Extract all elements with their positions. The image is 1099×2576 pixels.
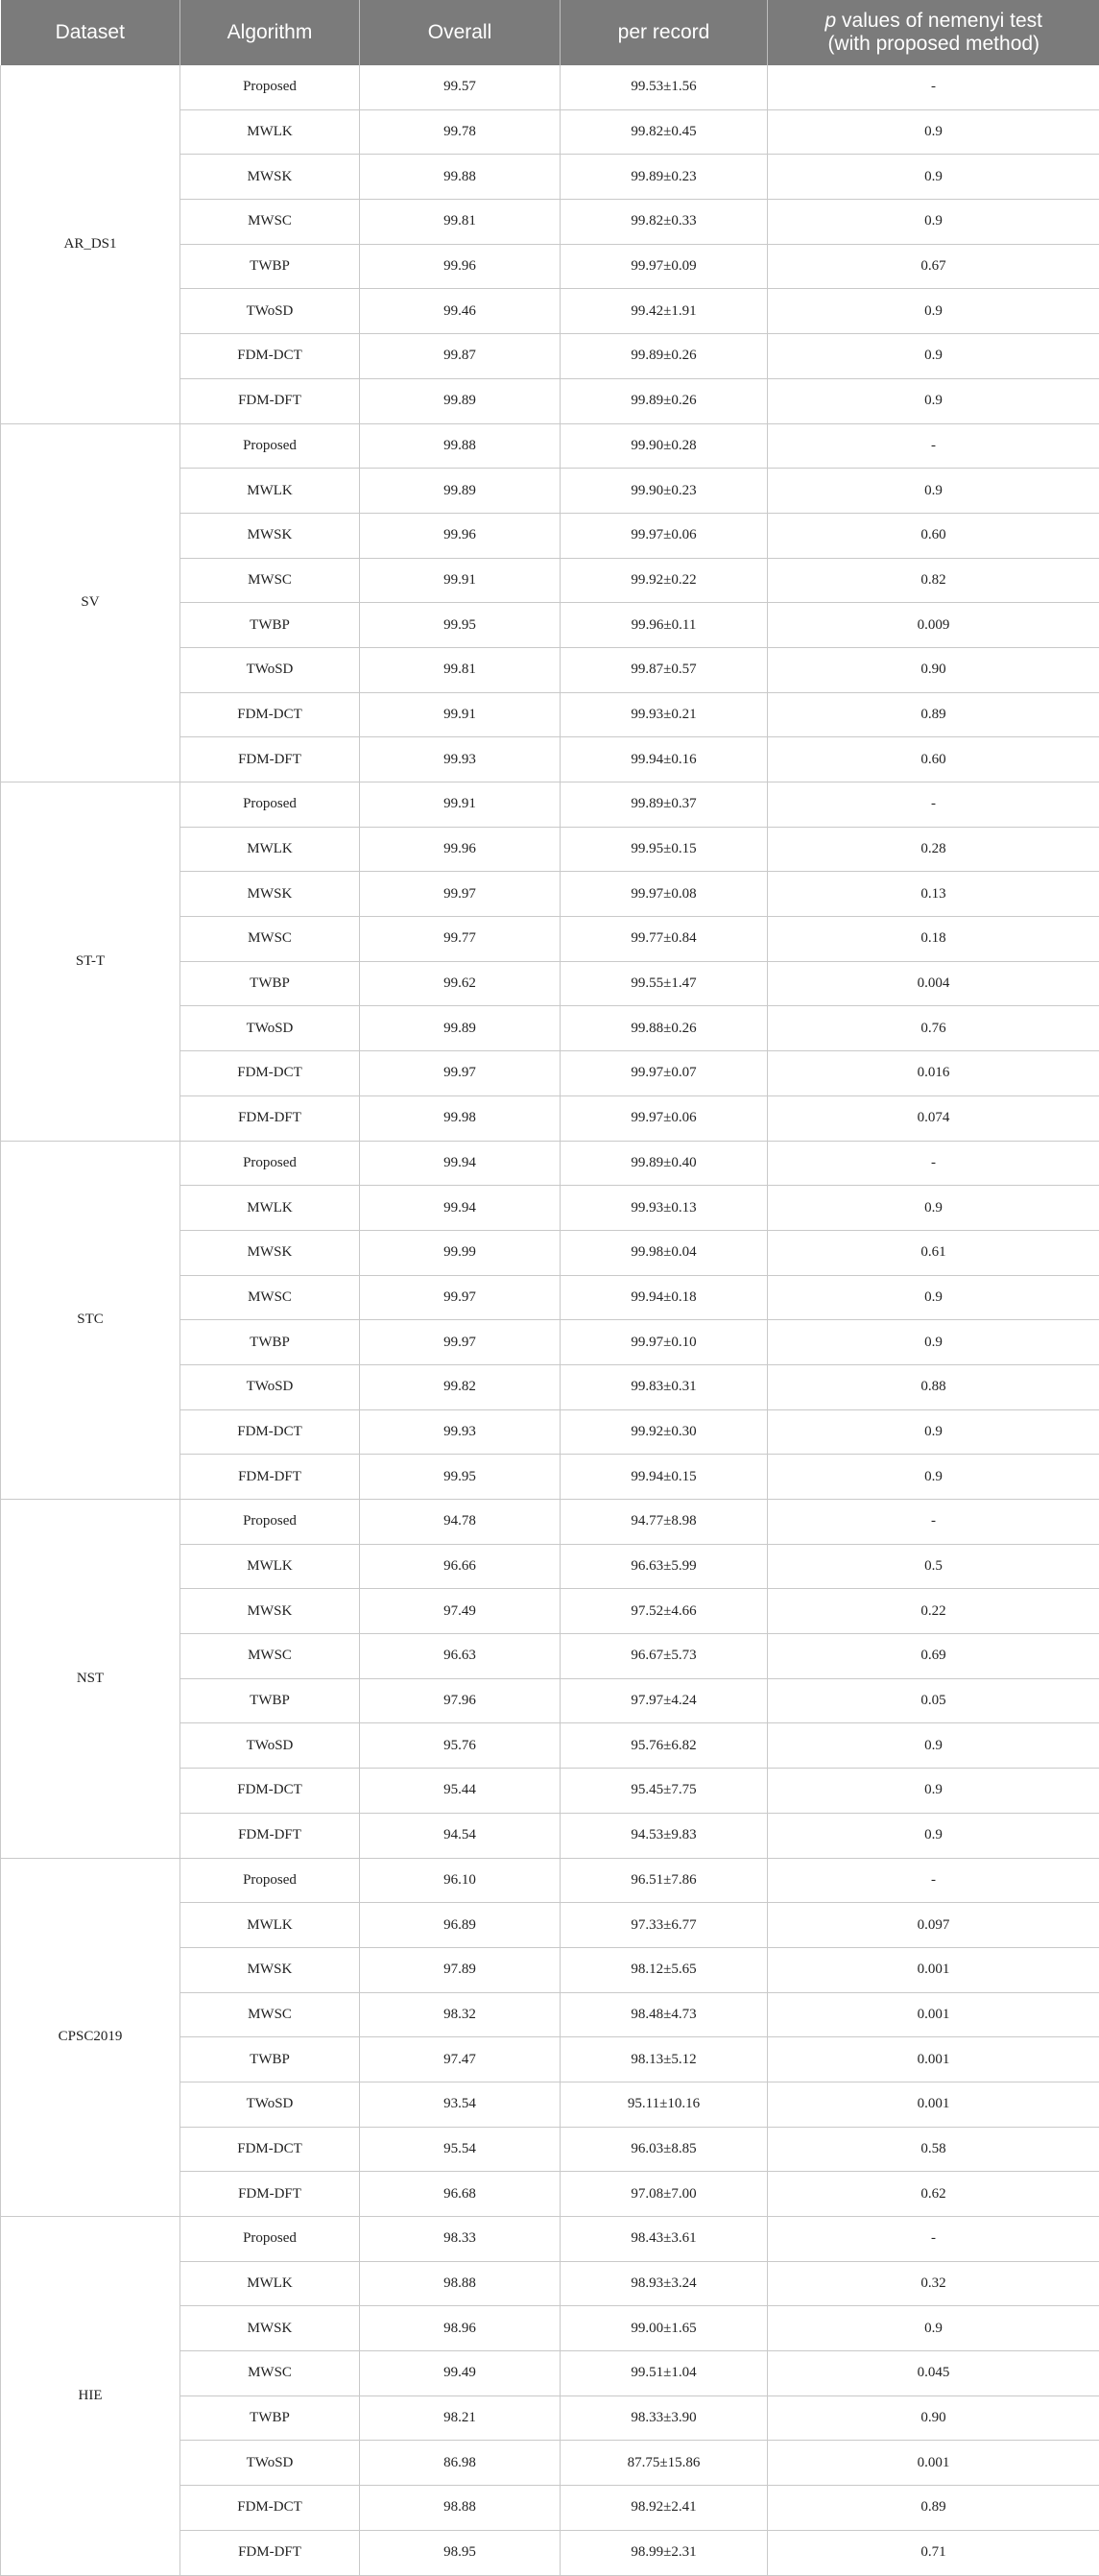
cell-per-record: 98.43±3.61 xyxy=(561,2217,768,2262)
table-body xyxy=(1,65,1099,2575)
cell-overall: 99.77 xyxy=(360,917,561,962)
cell-p-value: 0.5 xyxy=(768,1544,1099,1589)
cell-overall: 99.89 xyxy=(360,378,561,423)
cell-per-record: 99.00±1.65 xyxy=(561,2306,768,2351)
cell-overall: 97.47 xyxy=(360,2037,561,2082)
cell-per-record: 99.82±0.33 xyxy=(561,200,768,245)
cell-per-record: 99.88±0.26 xyxy=(561,1006,768,1051)
cell-overall: 97.89 xyxy=(360,1947,561,1992)
cell-algorithm: FDM-DFT xyxy=(180,378,360,423)
cell-p-value: 0.67 xyxy=(768,244,1099,289)
cell-algorithm: FDM-DFT xyxy=(180,737,360,782)
cell-p-value: 0.9 xyxy=(768,155,1099,200)
header-per-record: per record xyxy=(561,0,768,65)
cell-overall: 99.89 xyxy=(360,1006,561,1051)
cell-p-value: 0.009 xyxy=(768,603,1099,648)
cell-overall: 96.66 xyxy=(360,1544,561,1589)
cell-algorithm: FDM-DCT xyxy=(180,692,360,737)
cell-algorithm: MWSC xyxy=(180,917,360,962)
header-p-subtext: (with proposed method) xyxy=(827,33,1039,55)
header-dataset: Dataset xyxy=(1,0,180,65)
cell-algorithm: FDM-DCT xyxy=(180,2486,360,2531)
cell-overall: 99.57 xyxy=(360,65,561,109)
table-row xyxy=(1,423,1099,469)
cell-algorithm: FDM-DFT xyxy=(180,2172,360,2217)
cell-overall: 99.94 xyxy=(360,1141,561,1186)
cell-per-record: 99.83±0.31 xyxy=(561,1364,768,1409)
cell-per-record: 99.97±0.06 xyxy=(561,1095,768,1141)
cell-per-record: 98.48±4.73 xyxy=(561,1992,768,2037)
cell-algorithm: FDM-DCT xyxy=(180,334,360,379)
cell-per-record: 99.77±0.84 xyxy=(561,917,768,962)
cell-p-value: 0.05 xyxy=(768,1678,1099,1723)
table-header xyxy=(1,0,1099,65)
cell-overall: 99.97 xyxy=(360,872,561,917)
cell-overall: 96.10 xyxy=(360,1858,561,1903)
cell-p-value: 0.9 xyxy=(768,334,1099,379)
cell-algorithm: Proposed xyxy=(180,65,360,109)
cell-p-value: 0.89 xyxy=(768,2486,1099,2531)
cell-algorithm: FDM-DFT xyxy=(180,1455,360,1500)
header-overall: Overall xyxy=(360,0,561,65)
cell-overall: 95.76 xyxy=(360,1723,561,1769)
cell-per-record: 99.42±1.91 xyxy=(561,289,768,334)
header-row xyxy=(1,0,1099,65)
cell-overall: 98.32 xyxy=(360,1992,561,2037)
cell-algorithm: MWLK xyxy=(180,109,360,155)
cell-algorithm: TWBP xyxy=(180,2395,360,2441)
header-algorithm: Algorithm xyxy=(180,0,360,65)
cell-overall: 99.91 xyxy=(360,782,561,828)
cell-p-value: 0.90 xyxy=(768,647,1099,692)
cell-algorithm: MWLK xyxy=(180,1903,360,1948)
cell-per-record: 99.90±0.23 xyxy=(561,469,768,514)
cell-overall: 99.97 xyxy=(360,1275,561,1320)
cell-per-record: 94.77±8.98 xyxy=(561,1500,768,1545)
cell-algorithm: TWBP xyxy=(180,961,360,1006)
cell-overall: 99.95 xyxy=(360,1455,561,1500)
table-row xyxy=(1,1858,1099,1903)
cell-p-value: 0.004 xyxy=(768,961,1099,1006)
cell-per-record: 98.12±5.65 xyxy=(561,1947,768,1992)
cell-algorithm: FDM-DFT xyxy=(180,1813,360,1858)
cell-algorithm: TWoSD xyxy=(180,289,360,334)
cell-p-value: 0.89 xyxy=(768,692,1099,737)
cell-overall: 99.49 xyxy=(360,2351,561,2396)
cell-algorithm: MWSC xyxy=(180,1634,360,1679)
header-p-values xyxy=(768,0,1099,65)
cell-p-value: 0.13 xyxy=(768,872,1099,917)
cell-algorithm: MWSC xyxy=(180,558,360,603)
cell-algorithm: TWoSD xyxy=(180,1006,360,1051)
cell-per-record: 96.67±5.73 xyxy=(561,1634,768,1679)
cell-overall: 95.54 xyxy=(360,2127,561,2172)
cell-dataset: HIE xyxy=(1,2217,180,2576)
table-row xyxy=(1,65,1099,109)
cell-algorithm: MWSK xyxy=(180,1947,360,1992)
cell-p-value: 0.9 xyxy=(768,469,1099,514)
cell-p-value: - xyxy=(768,65,1099,109)
cell-overall: 99.93 xyxy=(360,737,561,782)
cell-per-record: 99.93±0.21 xyxy=(561,692,768,737)
cell-overall: 98.88 xyxy=(360,2261,561,2306)
cell-per-record: 97.97±4.24 xyxy=(561,1678,768,1723)
cell-p-value: 0.016 xyxy=(768,1051,1099,1096)
cell-overall: 99.96 xyxy=(360,513,561,558)
cell-per-record: 99.82±0.45 xyxy=(561,109,768,155)
cell-p-value: 0.001 xyxy=(768,1992,1099,2037)
cell-overall: 96.63 xyxy=(360,1634,561,1679)
cell-p-value: - xyxy=(768,1500,1099,1545)
cell-p-value: 0.9 xyxy=(768,378,1099,423)
cell-dataset: AR_DS1 xyxy=(1,65,180,423)
cell-p-value: 0.001 xyxy=(768,2441,1099,2486)
cell-per-record: 97.52±4.66 xyxy=(561,1589,768,1634)
cell-overall: 99.81 xyxy=(360,647,561,692)
cell-overall: 99.96 xyxy=(360,244,561,289)
cell-per-record: 99.97±0.10 xyxy=(561,1320,768,1365)
cell-per-record: 99.89±0.23 xyxy=(561,155,768,200)
cell-per-record: 95.11±10.16 xyxy=(561,2082,768,2127)
cell-per-record: 95.45±7.75 xyxy=(561,1769,768,1814)
cell-p-value: 0.001 xyxy=(768,1947,1099,1992)
cell-per-record: 99.97±0.09 xyxy=(561,244,768,289)
cell-dataset: SV xyxy=(1,423,180,782)
cell-p-value: 0.61 xyxy=(768,1230,1099,1275)
cell-overall: 99.97 xyxy=(360,1320,561,1365)
cell-overall: 95.44 xyxy=(360,1769,561,1814)
cell-algorithm: TWoSD xyxy=(180,2441,360,2486)
cell-p-value: 0.9 xyxy=(768,1275,1099,1320)
header-p-symbol: p xyxy=(825,10,837,32)
cell-per-record: 99.51±1.04 xyxy=(561,2351,768,2396)
cell-algorithm: MWLK xyxy=(180,469,360,514)
cell-p-value: 0.58 xyxy=(768,2127,1099,2172)
cell-per-record: 99.94±0.15 xyxy=(561,1455,768,1500)
cell-p-value: 0.76 xyxy=(768,1006,1099,1051)
cell-overall: 98.88 xyxy=(360,2486,561,2531)
cell-p-value: 0.32 xyxy=(768,2261,1099,2306)
cell-p-value: 0.90 xyxy=(768,2395,1099,2441)
cell-algorithm: MWSK xyxy=(180,2306,360,2351)
cell-algorithm: MWSK xyxy=(180,155,360,200)
cell-overall: 97.96 xyxy=(360,1678,561,1723)
cell-overall: 99.98 xyxy=(360,1095,561,1141)
cell-per-record: 99.96±0.11 xyxy=(561,603,768,648)
cell-overall: 94.78 xyxy=(360,1500,561,1545)
cell-p-value: 0.60 xyxy=(768,513,1099,558)
cell-per-record: 96.03±8.85 xyxy=(561,2127,768,2172)
cell-dataset: NST xyxy=(1,1500,180,1859)
cell-algorithm: MWLK xyxy=(180,1544,360,1589)
cell-overall: 99.81 xyxy=(360,200,561,245)
cell-per-record: 97.08±7.00 xyxy=(561,2172,768,2217)
cell-overall: 98.21 xyxy=(360,2395,561,2441)
cell-overall: 99.91 xyxy=(360,692,561,737)
cell-overall: 94.54 xyxy=(360,1813,561,1858)
cell-p-value: 0.001 xyxy=(768,2037,1099,2082)
cell-overall: 97.49 xyxy=(360,1589,561,1634)
cell-p-value: 0.22 xyxy=(768,1589,1099,1634)
cell-per-record: 95.76±6.82 xyxy=(561,1723,768,1769)
cell-algorithm: MWSK xyxy=(180,872,360,917)
cell-dataset: CPSC2019 xyxy=(1,1858,180,2217)
cell-algorithm: FDM-DCT xyxy=(180,1409,360,1455)
cell-per-record: 99.89±0.26 xyxy=(561,378,768,423)
cell-algorithm: FDM-DFT xyxy=(180,1095,360,1141)
header-p-text: values of nemenyi test xyxy=(836,10,1042,32)
cell-p-value: 0.82 xyxy=(768,558,1099,603)
cell-p-value: 0.62 xyxy=(768,2172,1099,2217)
cell-per-record: 98.93±3.24 xyxy=(561,2261,768,2306)
cell-algorithm: Proposed xyxy=(180,1858,360,1903)
cell-algorithm: TWBP xyxy=(180,603,360,648)
cell-algorithm: Proposed xyxy=(180,2217,360,2262)
cell-per-record: 97.33±6.77 xyxy=(561,1903,768,1948)
table-row xyxy=(1,782,1099,828)
cell-algorithm: Proposed xyxy=(180,1500,360,1545)
cell-p-value: 0.9 xyxy=(768,1409,1099,1455)
cell-overall: 99.89 xyxy=(360,469,561,514)
cell-algorithm: MWLK xyxy=(180,827,360,872)
cell-overall: 93.54 xyxy=(360,2082,561,2127)
cell-overall: 86.98 xyxy=(360,2441,561,2486)
cell-per-record: 99.90±0.28 xyxy=(561,423,768,469)
cell-per-record: 99.55±1.47 xyxy=(561,961,768,1006)
cell-algorithm: TWoSD xyxy=(180,1364,360,1409)
cell-p-value: - xyxy=(768,782,1099,828)
cell-per-record: 98.99±2.31 xyxy=(561,2530,768,2575)
cell-p-value: 0.9 xyxy=(768,200,1099,245)
cell-p-value: - xyxy=(768,2217,1099,2262)
cell-algorithm: Proposed xyxy=(180,423,360,469)
cell-per-record: 94.53±9.83 xyxy=(561,1813,768,1858)
cell-overall: 98.96 xyxy=(360,2306,561,2351)
cell-overall: 99.91 xyxy=(360,558,561,603)
cell-per-record: 99.97±0.07 xyxy=(561,1051,768,1096)
table-row xyxy=(1,2217,1099,2262)
cell-overall: 99.46 xyxy=(360,289,561,334)
cell-p-value: 0.69 xyxy=(768,1634,1099,1679)
cell-overall: 99.82 xyxy=(360,1364,561,1409)
cell-algorithm: MWSK xyxy=(180,513,360,558)
cell-p-value: 0.9 xyxy=(768,1455,1099,1500)
cell-p-value: 0.9 xyxy=(768,1320,1099,1365)
cell-p-value: 0.88 xyxy=(768,1364,1099,1409)
cell-overall: 99.78 xyxy=(360,109,561,155)
cell-overall: 96.68 xyxy=(360,2172,561,2217)
cell-p-value: 0.9 xyxy=(768,109,1099,155)
cell-per-record: 99.94±0.18 xyxy=(561,1275,768,1320)
cell-algorithm: MWSC xyxy=(180,1275,360,1320)
cell-p-value: 0.045 xyxy=(768,2351,1099,2396)
cell-per-record: 99.87±0.57 xyxy=(561,647,768,692)
cell-overall: 99.94 xyxy=(360,1186,561,1231)
cell-overall: 99.88 xyxy=(360,423,561,469)
cell-algorithm: FDM-DCT xyxy=(180,1769,360,1814)
cell-per-record: 99.89±0.26 xyxy=(561,334,768,379)
cell-per-record: 99.89±0.40 xyxy=(561,1141,768,1186)
cell-dataset: STC xyxy=(1,1141,180,1500)
cell-algorithm: MWSC xyxy=(180,2351,360,2396)
cell-overall: 96.89 xyxy=(360,1903,561,1948)
table-row xyxy=(1,1141,1099,1186)
cell-per-record: 87.75±15.86 xyxy=(561,2441,768,2486)
cell-p-value: 0.9 xyxy=(768,289,1099,334)
cell-p-value: 0.60 xyxy=(768,737,1099,782)
cell-algorithm: TWoSD xyxy=(180,1723,360,1769)
cell-algorithm: TWBP xyxy=(180,1320,360,1365)
cell-p-value: 0.9 xyxy=(768,1813,1099,1858)
cell-per-record: 98.13±5.12 xyxy=(561,2037,768,2082)
cell-algorithm: MWLK xyxy=(180,1186,360,1231)
cell-p-value: 0.9 xyxy=(768,1186,1099,1231)
cell-algorithm: TWBP xyxy=(180,1678,360,1723)
cell-algorithm: TWBP xyxy=(180,244,360,289)
cell-p-value: 0.097 xyxy=(768,1903,1099,1948)
cell-p-value: 0.001 xyxy=(768,2082,1099,2127)
cell-overall: 99.62 xyxy=(360,961,561,1006)
cell-algorithm: FDM-DCT xyxy=(180,1051,360,1096)
cell-p-value: 0.28 xyxy=(768,827,1099,872)
cell-p-value: 0.9 xyxy=(768,1723,1099,1769)
cell-algorithm: TWoSD xyxy=(180,2082,360,2127)
cell-per-record: 99.95±0.15 xyxy=(561,827,768,872)
cell-per-record: 99.92±0.22 xyxy=(561,558,768,603)
cell-algorithm: Proposed xyxy=(180,1141,360,1186)
cell-p-value: 0.9 xyxy=(768,1769,1099,1814)
cell-p-value: 0.9 xyxy=(768,2306,1099,2351)
cell-algorithm: MWSC xyxy=(180,200,360,245)
cell-p-value: - xyxy=(768,423,1099,469)
cell-per-record: 96.51±7.86 xyxy=(561,1858,768,1903)
cell-algorithm: MWSC xyxy=(180,1992,360,2037)
cell-per-record: 98.92±2.41 xyxy=(561,2486,768,2531)
cell-overall: 99.96 xyxy=(360,827,561,872)
cell-algorithm: MWSK xyxy=(180,1230,360,1275)
cell-per-record: 99.92±0.30 xyxy=(561,1409,768,1455)
cell-algorithm: TWoSD xyxy=(180,647,360,692)
cell-overall: 98.95 xyxy=(360,2530,561,2575)
cell-per-record: 99.93±0.13 xyxy=(561,1186,768,1231)
cell-per-record: 96.63±5.99 xyxy=(561,1544,768,1589)
table-row xyxy=(1,1500,1099,1545)
cell-p-value: 0.074 xyxy=(768,1095,1099,1141)
cell-dataset: ST-T xyxy=(1,782,180,1142)
cell-algorithm: MWLK xyxy=(180,2261,360,2306)
cell-algorithm: FDM-DFT xyxy=(180,2530,360,2575)
cell-overall: 99.87 xyxy=(360,334,561,379)
cell-algorithm: FDM-DCT xyxy=(180,2127,360,2172)
cell-overall: 99.97 xyxy=(360,1051,561,1096)
cell-p-value: - xyxy=(768,1858,1099,1903)
cell-per-record: 99.97±0.06 xyxy=(561,513,768,558)
cell-per-record: 99.97±0.08 xyxy=(561,872,768,917)
cell-overall: 99.99 xyxy=(360,1230,561,1275)
cell-per-record: 99.94±0.16 xyxy=(561,737,768,782)
cell-p-value: - xyxy=(768,1141,1099,1186)
cell-per-record: 99.53±1.56 xyxy=(561,65,768,109)
cell-algorithm: MWSK xyxy=(180,1589,360,1634)
cell-overall: 98.33 xyxy=(360,2217,561,2262)
cell-overall: 99.95 xyxy=(360,603,561,648)
cell-per-record: 98.33±3.90 xyxy=(561,2395,768,2441)
cell-per-record: 99.98±0.04 xyxy=(561,1230,768,1275)
cell-p-value: 0.71 xyxy=(768,2530,1099,2575)
cell-algorithm: TWBP xyxy=(180,2037,360,2082)
cell-overall: 99.88 xyxy=(360,155,561,200)
cell-algorithm: Proposed xyxy=(180,782,360,828)
cell-per-record: 99.89±0.37 xyxy=(561,782,768,828)
cell-overall: 99.93 xyxy=(360,1409,561,1455)
cell-p-value: 0.18 xyxy=(768,917,1099,962)
